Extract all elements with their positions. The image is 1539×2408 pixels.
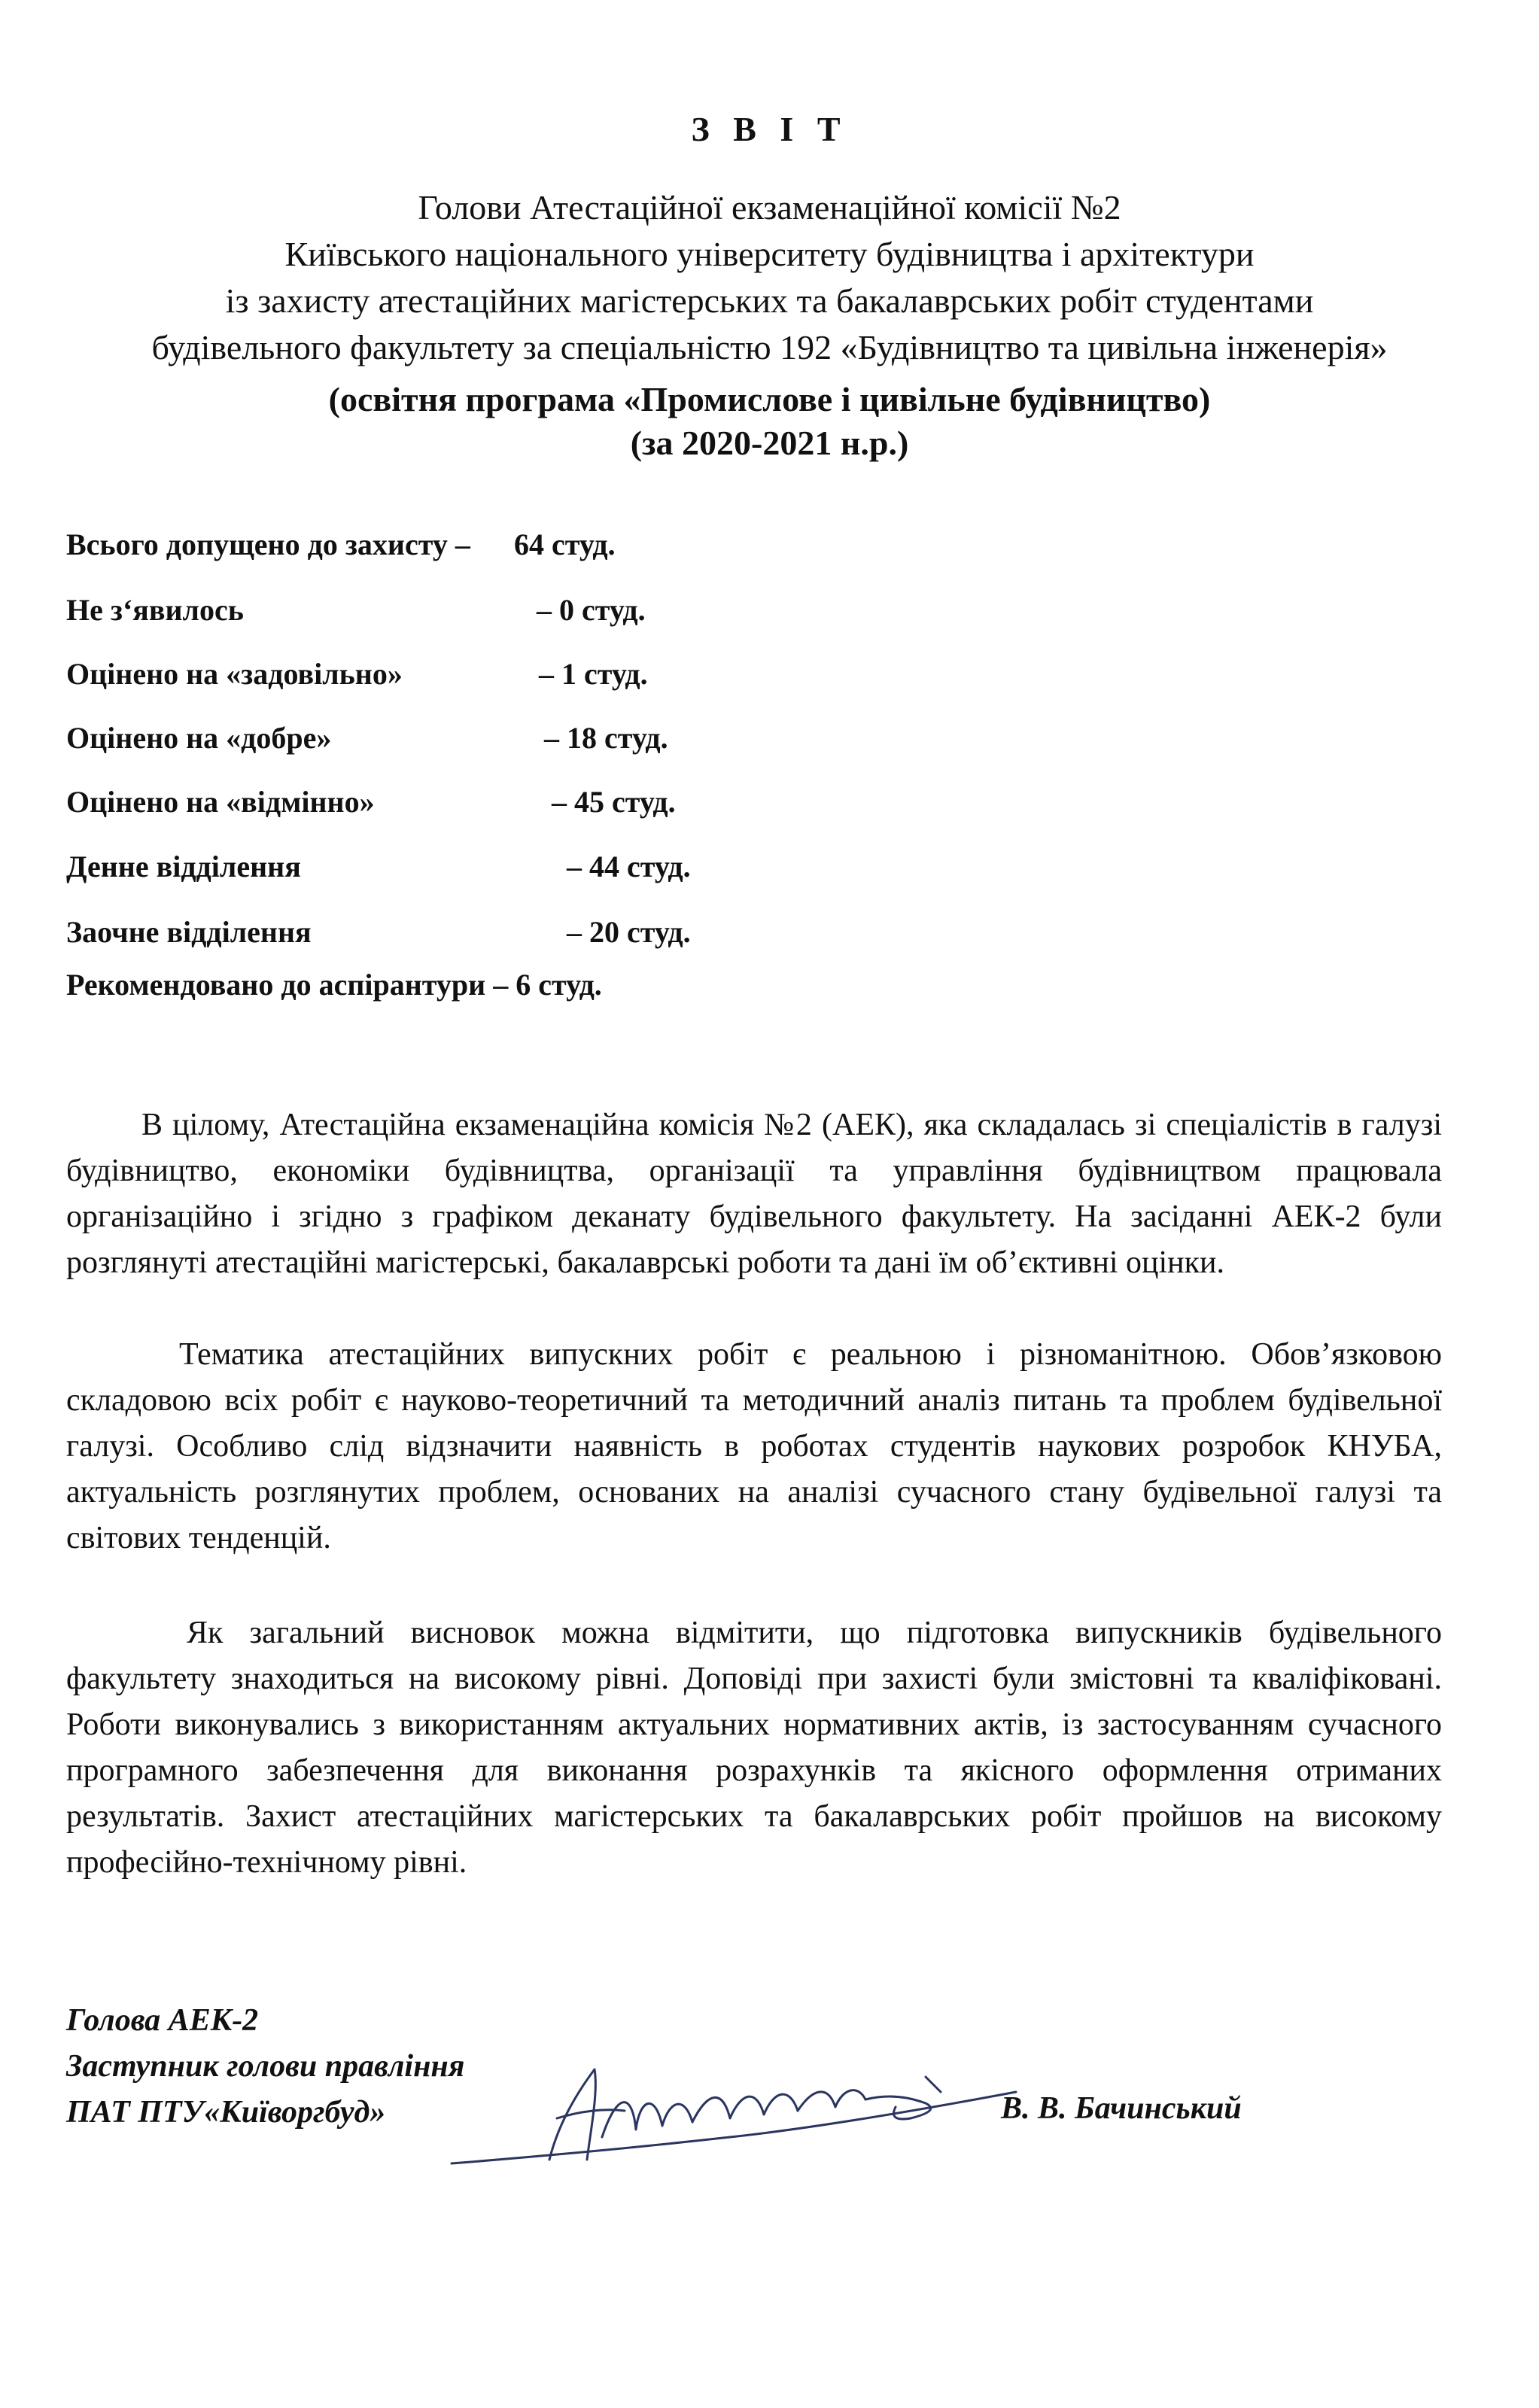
stat-label: Рекомендовано до аспірантури – 6 студ. bbox=[66, 968, 602, 1002]
stat-value: – 20 студ. bbox=[567, 915, 691, 949]
stat-value: – 45 студ. bbox=[552, 785, 676, 819]
stat-value: – 44 студ. bbox=[567, 850, 691, 883]
program-line: (освітня програма «Промислове і цивільне будівництво) bbox=[328, 380, 1211, 418]
stat-label: Оцінено на «задовільно» bbox=[66, 657, 403, 691]
header-line-2: Київського національного університету будівництва і архітектури bbox=[284, 235, 1255, 273]
role-line-1: Голова АЕК-2 bbox=[66, 2003, 259, 2038]
header-line-3: із захисту атестаційних магістерських та бакалаврських робіт студентами bbox=[225, 281, 1314, 320]
stat-value: 64 студ. bbox=[514, 528, 616, 561]
paragraph-3: Як загальний висновок можна відмітити, що підготовка випускників будівельного факультету знаходиться на високому рівні. Доповіді при захисті були змістовні та кваліфіковані. Роботи виконувались з використанням актуальних нормативних актів, із застосуванням сучасного програмного забезпечення для виконання розрахунків та якісного оформлення отриманих результатів. Захист атестаційних магістерських та бакалаврських робіт пройшов на високому професійно-технічному рівні. bbox=[66, 1616, 1442, 1880]
stat-label: Заочне відділення bbox=[66, 915, 312, 949]
stat-value: – 18 студ. bbox=[544, 721, 668, 755]
document-title: З В І Т bbox=[691, 110, 848, 148]
stat-label: Денне відділення bbox=[66, 850, 301, 883]
signatory-name: В. В. Бачинський bbox=[1001, 2091, 1242, 2126]
stat-label: Всього допущено до захисту – bbox=[66, 528, 470, 561]
stat-label: Оцінено на «відмінно» bbox=[66, 785, 375, 819]
role-line-3: ПАТ ПТУ«Київоргбуд» bbox=[66, 2095, 386, 2130]
header-line-4: будівельного факультету за спеціальністю 192 «Будівництво та цивільна інженерія» bbox=[151, 328, 1388, 366]
paragraph-2: Тематика атестаційних випускних робіт є реальною і різноманітною. Обов’язковою складовою всіх робіт є науково-теоретичний та методичний аналіз питань та проблем будівельної галузі. Особливо слід відзначити наявність в роботах студентів наукових розробок КНУБА, актуальність розглянутих проблем, основаних на аналізі сучасного стану будівельної галузі та світових тенденцій. bbox=[66, 1337, 1442, 1555]
year-line: (за 2020-2021 н.р.) bbox=[630, 424, 909, 462]
handwritten-signature bbox=[444, 2047, 1031, 2190]
stat-value: – 0 студ. bbox=[537, 593, 646, 627]
stat-value: – 1 студ. bbox=[539, 657, 648, 691]
stat-label: Оцінено на «добре» bbox=[66, 721, 332, 755]
paragraph-1: В цілому, Атестаційна екзаменаційна комісія №2 (АЕК), яка складалась зі спеціалістів в галузі будівництво, економіки будівництва, організації та управління будівництвом працювала організаційно і згідно з графіком деканату будівельного факультету. На засіданні АЕК-2 були розглянуті атестаційні магістерські, бакалаврські роботи та дані їм об’єктивні оцінки. bbox=[66, 1108, 1442, 1280]
header-line-1: Голови Атестаційної екзаменаційної комісії №2 bbox=[418, 188, 1121, 227]
role-line-2: Заступник голови правління bbox=[66, 2049, 465, 2084]
stat-label: Не з‘явилось bbox=[66, 593, 244, 627]
signatory-role bbox=[66, 1998, 464, 2136]
